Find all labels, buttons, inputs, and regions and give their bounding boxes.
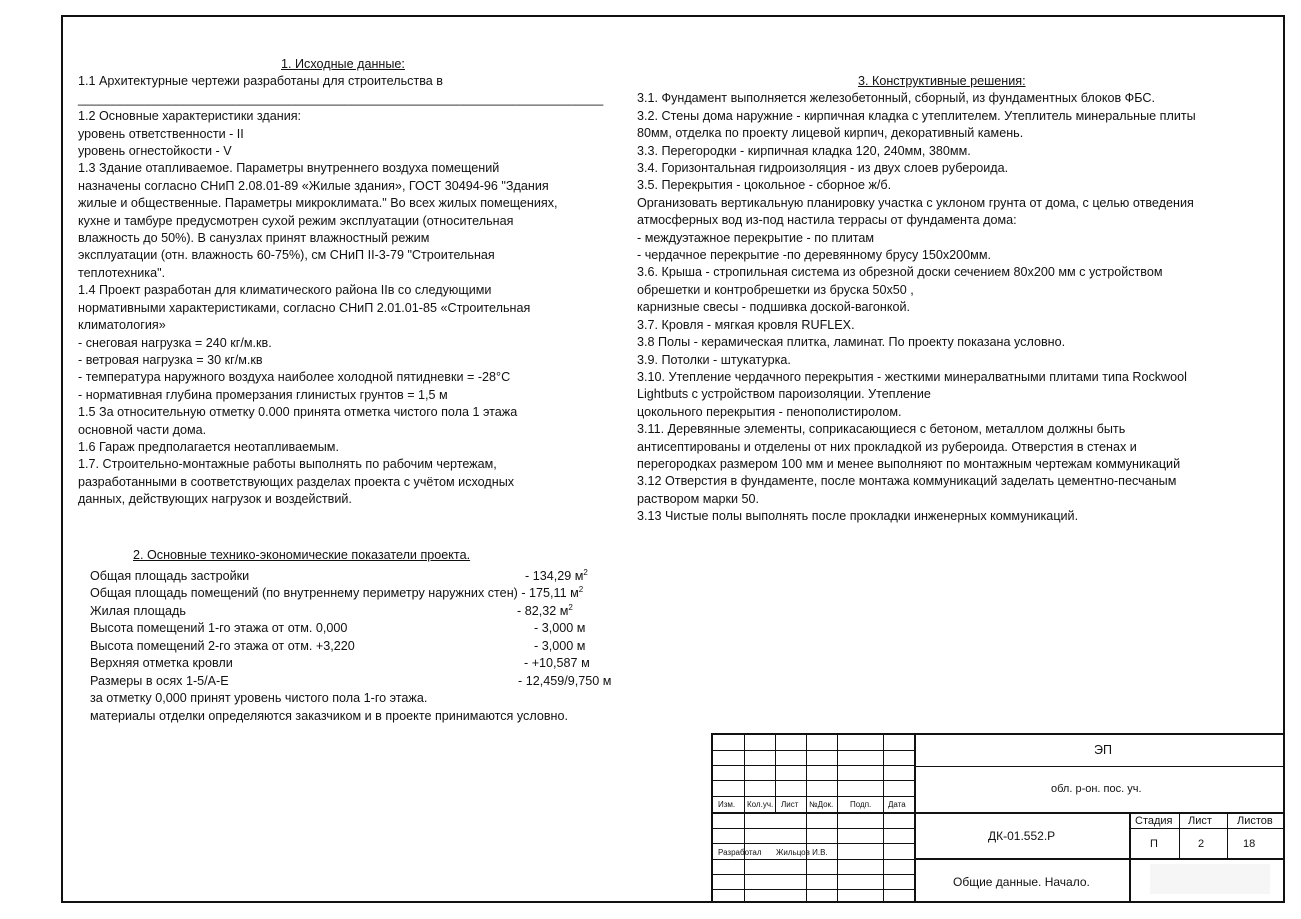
section-1-line: ___________________________________________________________________________ [78,91,604,106]
indicator-row [90,655,590,673]
section-1-body [78,73,603,508]
indicator-row [90,567,588,586]
section-3-line: перегородках размером 100 мм и менее выполняют по монтажным чертежам коммуникаций [637,456,1181,471]
section-3-line: - междуэтажное перекрытие - по плитам [637,230,875,245]
indicator-label: Высота помещений 2-го этажа от отм. +3,220 [90,638,355,653]
document-number: ДК-01.552.Р [988,829,1056,843]
section-3-line: 3.13 Чистые полы выполнять после прокладки инженерных коммуникаций. [637,509,1079,524]
section-1-line: кухне и тамбуре предусмотрен сухой режим эксплуатации (относительная [78,213,514,228]
section-3-line: 3.8 Полы - керамическая плитка, ламинат. По проекту показана условно. [637,335,1066,350]
stage-label: Стадия [1135,815,1173,827]
section-1-heading: 1. Исходные данные: [281,57,405,71]
section-3-structural-solutions [637,73,1196,526]
section-3-line: 3.10. Утепление чердачного перекрытия - жесткими минералватными плитами типа Rockwool [637,369,1187,384]
indicator-value: - 3,000 м [534,621,586,635]
indicator-value: - +10,587 м [524,656,590,670]
section-3-line: Lightbuts с устройством пароизоляции. Утепление [637,387,931,402]
stamp-location: обл. р-он. пос. уч. [1051,783,1142,795]
section-1-line: основной части дома. [78,422,207,437]
section-3-line: 80мм, отделка по проекту лицевой кирпич, декоративный камень. [637,126,1024,141]
indicator-label: Общая площадь помещений (по внутреннему периметру наружних стен) - 175,11 $м^2$ [90,584,584,600]
section-3-line: 3.6. Крыша - стропильная система из обрезной доски сечением 80х200 мм с устройством [637,265,1163,280]
indicator-label: Общая площадь застройки [90,568,250,583]
header-list: Лист [781,800,799,809]
section-1-line: - снеговая нагрузка = 240 кг/м.кв. [78,335,272,350]
section-1-line: - ветровая нагрузка = 30 кг/м.кв [78,352,263,367]
indicator-value: - 82,32 $м^2$ [517,602,573,618]
section-3-line: 3.9. Потолки - штукатурка. [637,352,791,367]
section-3-line: 3.2. Стены дома наружние - кирпичная кладка с утеплителем. Утеплитель минеральные плиты [637,108,1196,123]
section-1-line: 1.1 Архитектурные чертежи разработаны для строительства в [78,74,443,89]
section-3-line: раствором марки 50. [637,491,760,506]
section-3-line: антисептированы и отделены от них прокладкой из рубероида. Отверстия в стенах и [637,439,1137,454]
section-1-line: уровень огнестойкости - V [78,144,232,159]
section-1-line: климатология» [78,318,166,333]
section-1-line: 1.7. Строительно-монтажные работы выполнять по рабочим чертежам, [78,457,497,472]
sheets-label: Листов [1237,815,1273,827]
stage-value: П [1150,838,1158,850]
section-3-heading: 3. Конструктивные решения: [858,74,1026,88]
section-1-line: разработанными в соответствующих разделах проекта с учётом исходных [78,474,515,489]
header-izm: Изм. [718,800,736,809]
indicator-row [90,602,573,621]
header-kol-uch: Кол.уч. [747,800,774,809]
sheet-value: 2 [1198,838,1205,850]
section-3-line: карнизные свесы - подшивка доской-вагонкой. [637,300,911,315]
section-1-line: уровень ответственности - II [78,126,244,141]
section-3-line: Организовать вертикальную планировку участка с уклоном грунта от дома, с целью отведения [637,195,1194,210]
section-1-line: нормативными характеристиками, согласно СНиП 2.01.01-85 «Строительная [78,300,531,315]
indicator-row [90,638,586,656]
section-3-line: 3.4. Горизонтальная гидроизоляция - из двух слоев рубероида. [637,161,1009,176]
indicators-table [90,567,612,726]
stamp-blank-area [1150,864,1270,894]
section-1-line: назначены согласно СНиП 2.08.01-89 «Жилые здания», ГОСТ 30494-96 "Здания [78,178,549,193]
section-3-line: цокольного перекрытия - пенополистиролом. [637,404,902,419]
header-ndok: №Док. [809,800,834,809]
indicator-label: Верхняя отметка кровли [90,656,233,670]
indicator-row [90,673,612,691]
section-3-line: 3.11. Деревянные элементы, соприкасающиеся с бетоном, металлом должны быть [637,422,1126,437]
sheet-label: Лист [1188,815,1212,827]
indicator-label: Размеры в осях 1-5/А-Е [90,673,229,688]
section-3-line: 3.5. Перекрытия - цокольное - сборное ж/б. [637,178,892,193]
section-3-line: 3.12 Отверстия в фундаменте, после монтажа коммуникаций заделать цементно-песчаным [637,474,1177,489]
section-1-line: 1.3 Здание отапливаемое. Параметры внутреннего воздуха помещений [78,161,500,176]
developer-name: Жильцов И.В. [776,848,828,857]
section-3-line: 3.1. Фундамент выполняется железобетонный, сборный, из фундаментных блоков ФБС. [637,91,1155,106]
section-3-line: обрешетки и контробрешетки из бруска 50х50 , [637,282,914,297]
indicator-row [90,584,584,603]
developer-role: Разработал [718,848,762,857]
indicator-value: - 12,459/9,750 м [518,673,612,688]
section-3-line: - чердачное перекрытие -по деревянному брусу 150х200мм. [637,248,991,263]
sheet-title: Общие данные. Начало. [953,875,1090,889]
section-1-line: - температура наружного воздуха наиболее холодной пятидневки = -28°С [78,370,511,385]
section-1-line: - нормативная глубина промерзания глинистых грунтов = 1,5 м [78,387,448,402]
indicator-label: за отметку 0,000 принят уровень чистого пола 1-го этажа. [90,691,428,705]
section-1-line: 1.5 За относительную отметку 0.000 принята отметка чистого пола 1 этажа [78,405,518,420]
stamp-code: ЭП [1094,743,1112,757]
section-1-line: влажность до 50%). В санузлах принят влажностный режим [78,231,430,246]
indicator-row [90,690,470,708]
section-3-body [637,90,1196,525]
section-1-line: теплотехника". [78,265,166,280]
section-2-technical-indicators [90,547,612,725]
section-1-line: 1.6 Гараж предполагается неотапливаемым. [78,439,339,454]
indicator-value: - 3,000 м [534,638,586,653]
header-data: Дата [888,800,906,809]
section-3-line: 3.7. Кровля - мягкая кровля RUFLEX. [637,317,855,332]
indicator-row [90,708,568,726]
section-1-line: данных, действующих нагрузок и воздействий. [78,492,352,507]
indicator-label: Высота помещений 1-го этажа от отм. 0,000 [90,621,348,635]
header-podp: Подп. [850,800,872,809]
section-1-initial-data [78,56,603,509]
indicator-label: Жилая площадь [90,603,186,618]
section-1-line: 1.2 Основные характеристики здания: [78,109,302,124]
section-3-line: 3.3. Перегородки - кирпичная кладка 120, 240мм, 380мм. [637,143,971,158]
section-1-line: 1.4 Проект разработан для климатического района IIв со следующими [78,283,492,298]
section-1-line: жилые и общественные. Параметры микроклимата." Во всех жилых помещениях, [78,196,558,211]
section-1-line: эксплуатации (отн. влажность 60-75%), см СНиП II-3-79 "Строительная [78,248,495,263]
indicator-value: - 134,29 $м^2$ [525,567,588,583]
indicator-row [90,620,586,638]
indicator-label: материалы отделки определяются заказчиком и в проекте принимаются условно. [90,708,568,723]
sheets-value: 18 [1243,838,1256,850]
section-2-heading: 2. Основные технико-экономические показатели проекта. [133,548,471,562]
section-3-line: атмосферных вод из-под настила террасы от фундамента дома: [637,213,1017,228]
